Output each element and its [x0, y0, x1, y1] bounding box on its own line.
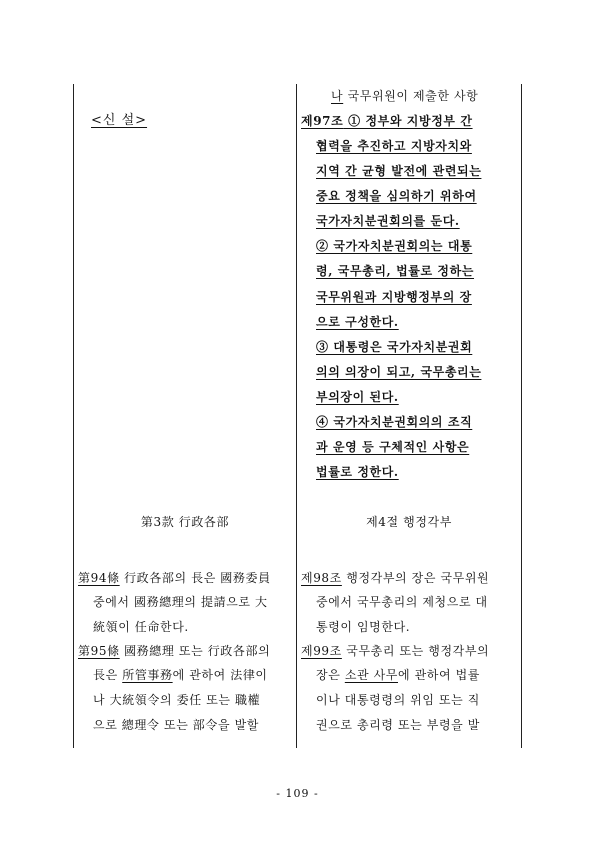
article-number: 第95條	[78, 644, 120, 658]
article-text: 國務總理 또는 行政各部의	[119, 644, 271, 658]
article-text: 의의 의장이 되고, 국무총리는	[316, 365, 482, 379]
item-text: 국무위원이 제출한 사항	[343, 89, 479, 103]
amended-phrase: 所管事務	[122, 668, 173, 682]
article-text: 으로 總理令 또는 部令을 발할	[93, 718, 260, 732]
article-text: 권으로 총리령 또는 부령을 발	[316, 718, 480, 732]
article-text: 중에서 국무총리의 제청으로 대	[316, 595, 488, 609]
article-text: 협력을 추진하고 지방자치와	[316, 139, 472, 153]
article-text: 국가자치분권회의를 둔다.	[316, 214, 460, 228]
article-text: 국무위원과 지방행정부의 장	[316, 290, 472, 304]
article-text: 행정각부의 장은 국무위원	[341, 571, 490, 585]
article-text: 으로 구성한다.	[316, 315, 399, 329]
article-text: ② 국가자치분권회의는 대통	[316, 239, 473, 253]
article-text: 장은	[316, 668, 345, 682]
amended-phrase: 소관 사무	[344, 668, 398, 682]
item-label: 나	[331, 89, 344, 103]
top-item	[331, 89, 478, 103]
article-text: 중요 정책을 심의하기 위하여	[316, 189, 477, 203]
article-text: 에 관하여 법률	[398, 668, 480, 682]
article-text: 行政各部의 長은 國務委員	[119, 571, 271, 585]
left-section-heading: 第3款 行政各部	[140, 515, 230, 529]
article-text: 법률로 정한다.	[316, 465, 399, 479]
article-text: ④ 국가자치분권회의의 조직	[316, 415, 473, 429]
article-text: 부의장이 된다.	[316, 390, 399, 404]
article-text: ③ 대통령은 국가자치분권회	[316, 340, 473, 354]
page-number: - 109 -	[276, 787, 319, 800]
new-provision-marker: <신 설>	[91, 113, 148, 128]
article-text: 중에서 國務總理의 提請으로 大	[93, 595, 268, 609]
article-number: 第94條	[78, 571, 120, 585]
article-text: 지역 간 균형 발전에 관련되는	[316, 164, 482, 178]
right-section-heading: 제4절 행정각부	[366, 515, 452, 529]
article-text: 統領이 任命한다.	[93, 620, 189, 634]
left-border	[73, 84, 74, 748]
article-text: 이나 대통령령의 위임 또는 직	[316, 693, 480, 707]
article-text: 長은	[93, 668, 123, 682]
article-number: 제99조	[301, 644, 342, 658]
article-text: 통령이 임명한다.	[316, 620, 411, 634]
article-text: ① 정부와 지방정부 간	[343, 114, 473, 128]
article-text: 에 관하여 法律이	[172, 668, 268, 682]
article-number: 제98조	[301, 571, 342, 585]
article-text: 국무총리 또는 행정각부의	[341, 644, 490, 658]
right-border	[521, 84, 522, 748]
article-text: 과 운영 등 구체적인 사항은	[316, 440, 470, 454]
column-divider	[296, 84, 297, 748]
article-number: 제97조	[301, 114, 344, 128]
article-text: 나 大統領令의 委任 또는 職權	[93, 693, 261, 707]
article-text: 령, 국무총리, 법률로 정하는	[316, 264, 475, 278]
